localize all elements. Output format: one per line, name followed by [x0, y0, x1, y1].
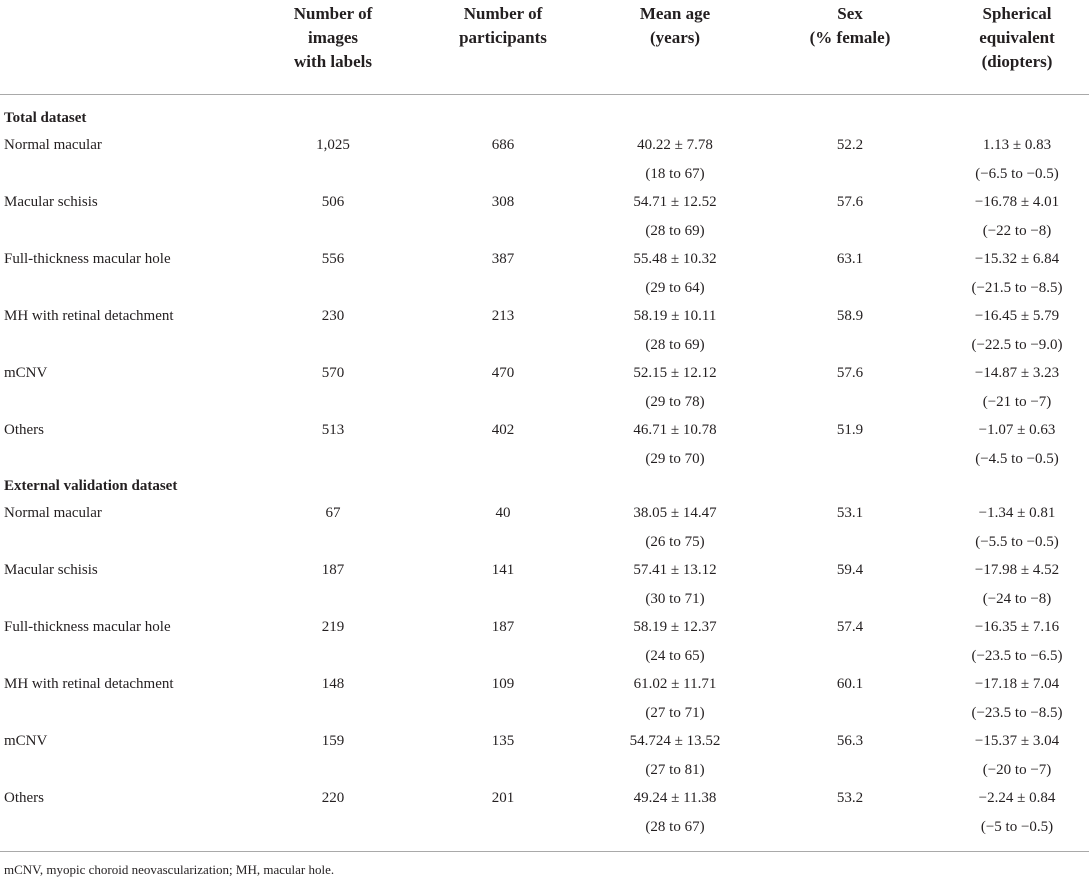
cell-mean-age: 46.71 ± 10.78	[633, 422, 717, 438]
cell-age-range: (29 to 78)	[645, 394, 705, 410]
cell-se-range: (−5 to −0.5)	[980, 819, 1054, 835]
cell-spherical-equivalent: −17.98 ± 4.52	[974, 562, 1060, 578]
header-mean-age	[595, 2, 755, 50]
cell-spherical-equivalent: −1.07 ± 0.63	[978, 422, 1056, 438]
cell-sex: 51.9	[836, 422, 864, 438]
cell-sex: 52.2	[836, 137, 864, 153]
cell-se-range: (−24 to −8)	[982, 591, 1052, 607]
cell-sex: 57.6	[836, 365, 864, 381]
cell-age-range: (29 to 70)	[645, 451, 705, 467]
cell-participants: 109	[491, 676, 515, 692]
cell-spherical-equivalent: −1.34 ± 0.81	[978, 505, 1056, 521]
cell-participants: 308	[491, 194, 515, 210]
cell-sex: 63.1	[836, 251, 864, 267]
header-images-line3: with labels	[294, 52, 372, 71]
cell-se-range: (−6.5 to −0.5)	[975, 166, 1059, 182]
cell-spherical-equivalent: −2.24 ± 0.84	[978, 790, 1056, 806]
cell-mean-age: 57.41 ± 13.12	[633, 562, 717, 578]
cell-images: 570	[321, 365, 345, 381]
table-footnote: mCNV, myopic choroid neovascularization; MH, macular hole.	[4, 862, 335, 877]
header-images-line1: Number of	[293, 4, 373, 23]
cell-spherical-equivalent: −17.18 ± 7.04	[974, 676, 1060, 692]
cell-spherical-equivalent: −15.32 ± 6.84	[974, 251, 1060, 267]
cell-spherical-equivalent: −15.37 ± 3.04	[974, 733, 1060, 749]
header-sex-line2: (% female)	[809, 28, 891, 47]
cell-se-range: (−22 to −8)	[982, 223, 1052, 239]
cell-participants: 141	[491, 562, 515, 578]
cell-mean-age: 58.19 ± 12.37	[633, 619, 717, 635]
cell-participants: 213	[491, 308, 515, 324]
cell-mean-age: 40.22 ± 7.78	[637, 137, 713, 153]
cell-mean-age: 58.19 ± 10.11	[633, 308, 717, 324]
header-participants	[428, 2, 578, 50]
cell-sex: 53.1	[836, 505, 864, 521]
cell-images: 219	[321, 619, 345, 635]
cell-se-range: (−21.5 to −8.5)	[971, 280, 1063, 296]
cell-spherical-equivalent: −14.87 ± 3.23	[974, 365, 1060, 381]
cell-sex: 58.9	[836, 308, 864, 324]
cell-participants: 470	[491, 365, 515, 381]
cell-age-range: (24 to 65)	[645, 648, 705, 664]
cell-sex: 59.4	[836, 562, 864, 578]
cell-age-range: (26 to 75)	[645, 534, 705, 550]
cell-images: 1,025	[316, 137, 350, 153]
cell-images: 187	[321, 562, 345, 578]
cell-mean-age: 54.724 ± 13.52	[629, 733, 721, 749]
cell-spherical-equivalent: 1.13 ± 0.83	[982, 137, 1052, 153]
cell-spherical-equivalent: −16.78 ± 4.01	[974, 194, 1060, 210]
row-label: Others	[4, 422, 44, 438]
cell-age-range: (27 to 71)	[645, 705, 705, 721]
cell-se-range: (−20 to −7)	[982, 762, 1052, 778]
cell-mean-age: 61.02 ± 11.71	[633, 676, 717, 692]
cell-age-range: (28 to 69)	[645, 223, 705, 239]
bottom-divider	[0, 851, 1089, 852]
cell-age-range: (29 to 64)	[645, 280, 705, 296]
cell-participants: 40	[495, 505, 511, 521]
cell-images: 159	[321, 733, 345, 749]
cell-images: 148	[321, 676, 345, 692]
cell-se-range: (−5.5 to −0.5)	[975, 534, 1059, 550]
row-label: mCNV	[4, 365, 48, 381]
cell-images: 513	[321, 422, 345, 438]
cell-mean-age: 52.15 ± 12.12	[633, 365, 717, 381]
cell-images: 556	[321, 251, 345, 267]
row-label: Macular schisis	[4, 562, 98, 578]
cell-age-range: (30 to 71)	[645, 591, 705, 607]
cell-se-range: (−23.5 to −8.5)	[971, 705, 1063, 721]
cell-age-range: (27 to 81)	[645, 762, 705, 778]
row-label: MH with retinal detachment	[4, 676, 174, 692]
header-images	[258, 2, 408, 74]
header-se-line3: (diopters)	[981, 52, 1053, 71]
cell-se-range: (−23.5 to −6.5)	[971, 648, 1063, 664]
cell-images: 220	[321, 790, 345, 806]
cell-sex: 57.4	[836, 619, 864, 635]
row-label: mCNV	[4, 733, 48, 749]
cell-sex: 60.1	[836, 676, 864, 692]
row-label: Normal macular	[4, 505, 102, 521]
cell-se-range: (−22.5 to −9.0)	[971, 337, 1063, 353]
cell-age-range: (18 to 67)	[645, 166, 705, 182]
cell-participants: 201	[491, 790, 515, 806]
cell-mean-age: 38.05 ± 14.47	[633, 505, 717, 521]
cell-images: 67	[325, 505, 341, 521]
cell-participants: 187	[491, 619, 515, 635]
cell-mean-age: 55.48 ± 10.32	[633, 251, 717, 267]
header-se-line1: Spherical	[982, 4, 1052, 23]
row-label: MH with retinal detachment	[4, 308, 174, 324]
table-header	[0, 0, 1089, 95]
row-label: Full-thickness macular hole	[4, 619, 171, 635]
cell-sex: 53.2	[836, 790, 864, 806]
cell-se-range: (−4.5 to −0.5)	[975, 451, 1059, 467]
cell-sex: 56.3	[836, 733, 864, 749]
header-participants-line1: Number of	[463, 4, 543, 23]
cell-se-range: (−21 to −7)	[982, 394, 1052, 410]
header-mean-age-line2: (years)	[649, 28, 701, 47]
header-sex	[780, 2, 920, 50]
cell-age-range: (28 to 69)	[645, 337, 705, 353]
header-se-line2: equivalent	[979, 28, 1055, 47]
cell-mean-age: 54.71 ± 12.52	[633, 194, 717, 210]
row-label: Normal macular	[4, 137, 102, 153]
cell-spherical-equivalent: −16.35 ± 7.16	[974, 619, 1060, 635]
header-images-line2: images	[307, 28, 359, 47]
cell-sex: 57.6	[836, 194, 864, 210]
header-spherical-equivalent	[945, 2, 1089, 74]
cell-participants: 402	[491, 422, 515, 438]
cell-images: 230	[321, 308, 345, 324]
section-title: Total dataset	[4, 110, 87, 126]
cell-participants: 135	[491, 733, 515, 749]
header-participants-line2: participants	[459, 28, 547, 47]
header-sex-line1: Sex	[837, 4, 863, 23]
cell-participants: 387	[491, 251, 515, 267]
row-label: Macular schisis	[4, 194, 98, 210]
cell-age-range: (28 to 67)	[645, 819, 705, 835]
row-label: Others	[4, 790, 44, 806]
section-title: External validation dataset	[4, 478, 178, 494]
row-label: Full-thickness macular hole	[4, 251, 171, 267]
cell-spherical-equivalent: −16.45 ± 5.79	[974, 308, 1060, 324]
cell-participants: 686	[491, 137, 515, 153]
header-mean-age-line1: Mean age	[639, 4, 711, 23]
cell-images: 506	[321, 194, 345, 210]
cell-mean-age: 49.24 ± 11.38	[633, 790, 717, 806]
